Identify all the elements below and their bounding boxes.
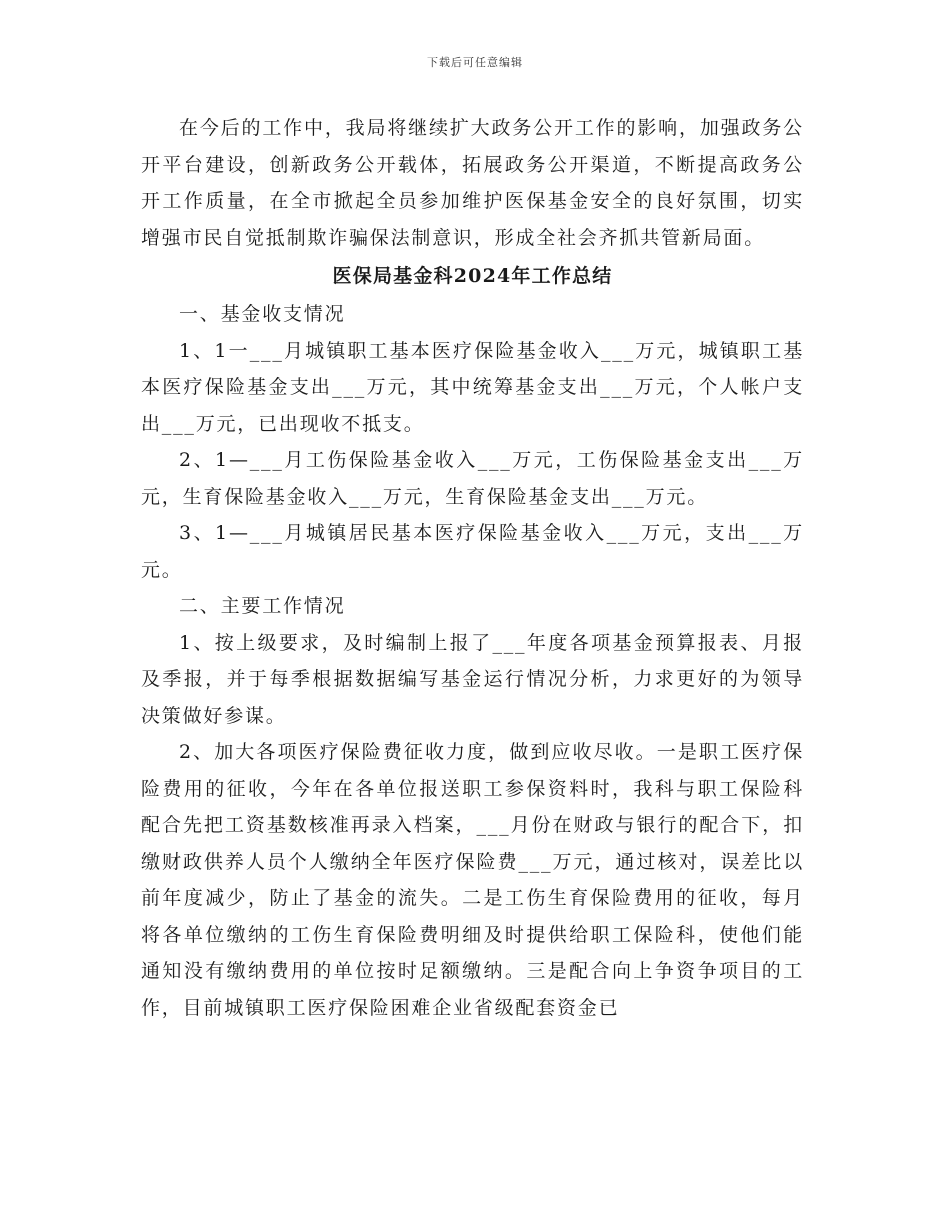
work-item-2: 2、加大各项医疗保险费征收力度，做到应收尽收。一是职工医疗保险费用的征收，今年在各单位报送职工参保资料时，我科与职工保险科配合先把工资基数核准再录入档案，___月份在财政与银行的配合下，扣缴财政供养人员个人缴纳全年医疗保险费___万元，通过核对，误差比以前年度减少，防止了基金的流失。二是工伤生育保险费用的征收，每月将各单位缴纳的工伤生育保险费明细及时提供给职工保险科，使他们能通知没有缴纳费用的单位按时足额缴纳。三是配合向上争资争项目的工作，目前城镇职工医疗保险困难企业省级配套资金已 xyxy=(141,741,804,1019)
work-item-1: 1、按上级要求，及时编制上报了___年度各项基金预算报表、月报及季报，并于每季根据数据编写基金运行情况分析，力求更好的为领导决策做好参谋。 xyxy=(141,631,804,727)
document-title: 医保局基金科2024年工作总结 xyxy=(332,265,613,287)
fund-item-1: 1、1一___月城镇职工基本医疗保险基金收入___万元，城镇职工基本医疗保险基金支出___万元，其中统筹基金支出___万元，个人帐户支出___万元，已出现收不抵支。 xyxy=(141,339,804,435)
fund-item-2: 2、1—___月工伤保险基金收入___万元，工伤保险基金支出___万元，生育保险基金收入___万元，生育保险基金支出___万元。 xyxy=(141,449,804,508)
document-body xyxy=(141,110,804,1026)
intro-paragraph: 在今后的工作中，我局将继续扩大政务公开工作的影响，加强政务公开平台建设，创新政务公开载体，拓展政务公开渠道，不断提高政务公开工作质量，在全市掀起全员参加维护医保基金安全的良好氛围，切实增强市民自觉抵制欺诈骗保法制意识，形成全社会齐抓共管新局面。 xyxy=(141,117,804,249)
fund-item-3: 3、1—___月城镇居民基本医疗保险基金收入___万元，支出___万元。 xyxy=(141,522,804,581)
section-heading-main-work: 二、主要工作情况 xyxy=(179,595,346,617)
page-header: 下载后可任意编辑 xyxy=(427,56,523,69)
section-heading-fund-balance: 一、基金收支情况 xyxy=(179,303,346,325)
